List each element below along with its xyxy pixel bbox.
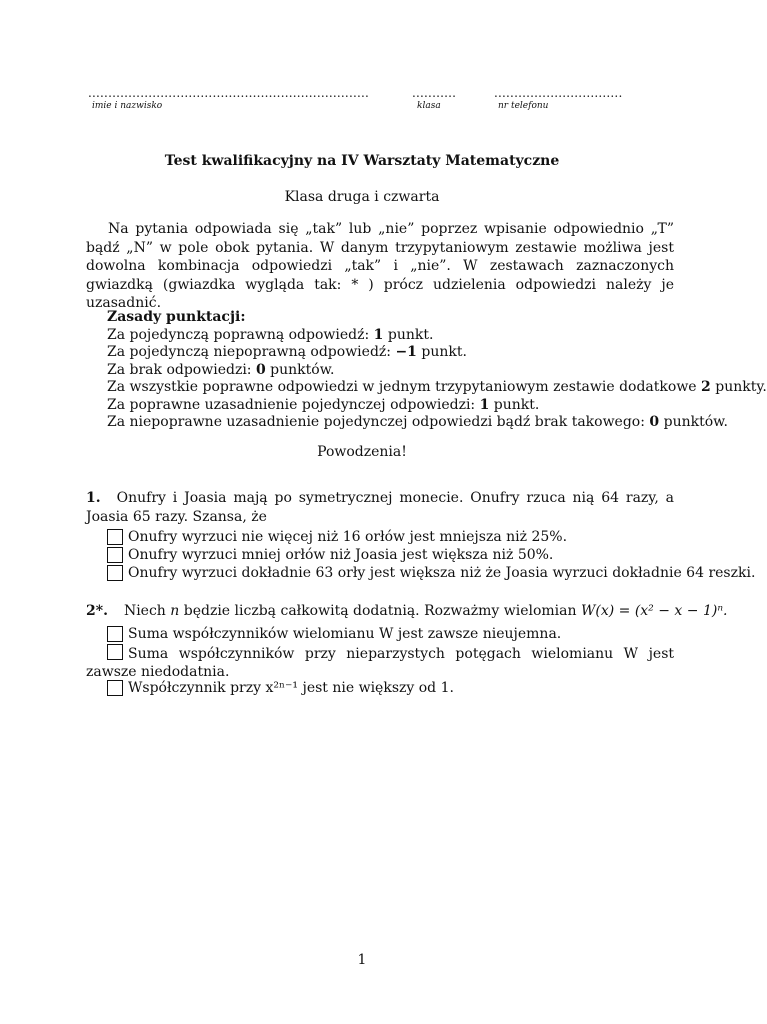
- scoring-rule: Za niepoprawne uzasadnienie pojedynczej odpowiedzi bądź brak takowego: 0 punktów.: [107, 414, 728, 430]
- question-2-number: 2*.: [86, 603, 108, 619]
- answer-box[interactable]: [107, 626, 123, 642]
- answer-box[interactable]: [107, 565, 123, 581]
- answer-box[interactable]: [107, 547, 123, 563]
- question-2-item-b: Suma współczynników przy nieparzystych potęgach wielomianu W jest zawsze niedodatnia.: [86, 646, 674, 680]
- scoring-rule: Za pojedynczą poprawną odpowiedź: 1 punkt.: [107, 326, 434, 343]
- phone-label: nr telefonu: [498, 101, 549, 111]
- scoring-rules: [107, 309, 767, 432]
- scoring-heading: Zasady punktacji:: [107, 309, 246, 325]
- scoring-rule: Za pojedynczą niepoprawną odpowiedź: −1 punkt.: [107, 344, 467, 360]
- question-1-item-a: Onufry wyrzuci nie więcej niż 16 orłów jest mniejsza niż 25%.: [107, 529, 567, 545]
- question-1-item-c: Onufry wyrzuci dokładnie 63 orły jest większa niż że Joasia wyrzuci dokładnie 64 reszki.: [107, 565, 755, 581]
- class-label: klasa: [417, 101, 441, 111]
- name-label: imie i nazwisko: [92, 101, 163, 111]
- page-number: 1: [357, 952, 367, 968]
- question-1-number: 1.: [86, 490, 101, 506]
- page-title: Test kwalifikacyjny na IV Warsztaty Matematyczne: [164, 153, 560, 169]
- class-blank[interactable]: ...........: [412, 86, 457, 100]
- good-luck-text: Powodzenia!: [317, 444, 407, 460]
- question-1-item-b: Onufry wyrzuci mniej orłów niż Joasia jest większa niż 50%.: [107, 547, 553, 563]
- page-subtitle: Klasa druga i czwarta: [284, 189, 440, 205]
- question-2-item-c: Współczynnik przy x²ⁿ⁻¹ jest nie większy od 1.: [107, 680, 454, 696]
- question-2-item-a: Suma współczynników wielomianu W jest zawsze nieujemna.: [107, 626, 561, 642]
- phone-blank[interactable]: ................................: [494, 86, 623, 100]
- scoring-rule: Za poprawne uzasadnienie pojedynczej odpowiedzi: 1 punkt.: [107, 396, 540, 413]
- question-1-text: 1. Onufry i Joasia mają po symetrycznej monecie. Onufry rzuca nią 64 razy, a Joasia 65 razy. Szansa, że: [86, 490, 674, 525]
- scoring-rule: Za brak odpowiedzi: 0 punktów.: [107, 361, 335, 378]
- instructions-paragraph: Na pytania odpowiada się „tak” lub „nie” poprzez wpisanie odpowiednio „T” bądź „N” w pole obok pytania. W danym trzypytaniowym zestawie możliwa jest dowolna kombinacja odpowiedzi „tak” i „nie”. W zestawach zaznaczonych gwiazdką (gwiazdka wygląda tak: * ) prócz udzielenia odpowiedzi należy je uzasadnić.: [86, 221, 674, 311]
- polynomial-formula: W(x) = (x² − x − 1)ⁿ.: [580, 603, 728, 619]
- answer-box[interactable]: [107, 644, 123, 660]
- answer-box[interactable]: [107, 529, 123, 545]
- name-blank[interactable]: ......................................................................: [88, 86, 370, 100]
- scoring-rule: Za wszystkie poprawne odpowiedzi w jednym trzypytaniowym zestawie dodatkowe 2 punkty.: [107, 379, 767, 395]
- answer-box[interactable]: [107, 680, 123, 696]
- question-2-text: 2*. Niech n będzie liczbą całkowitą dodatnią. Rozważmy wielomian W(x) = (x² − x − 1)ⁿ.: [86, 603, 728, 619]
